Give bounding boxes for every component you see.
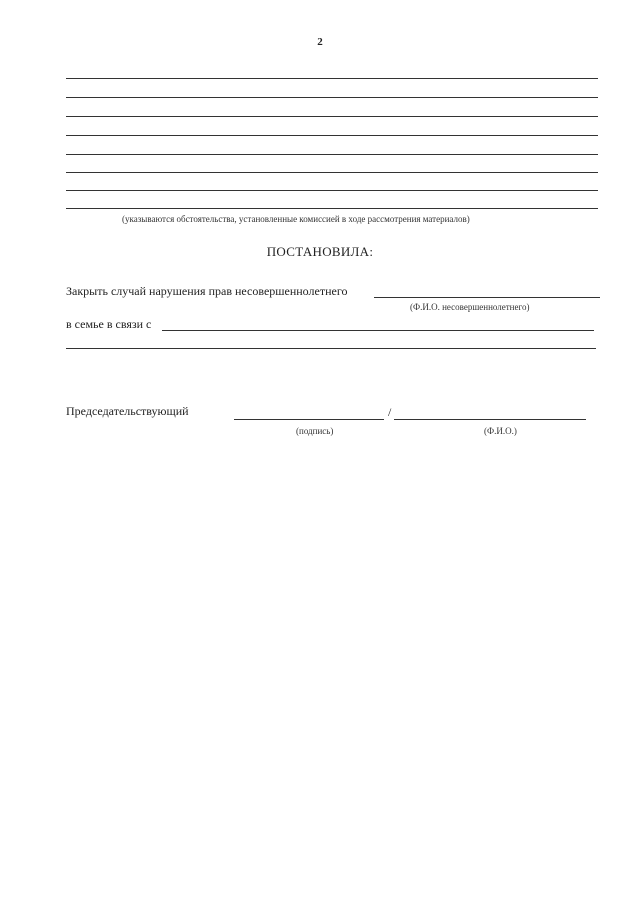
name-caption: (Ф.И.О.)	[484, 426, 517, 436]
circumstances-line	[66, 190, 598, 191]
chairman-label: Председательствующий	[66, 404, 189, 418]
family-reason-line	[162, 330, 594, 331]
chairman-name-line	[394, 419, 586, 420]
circumstances-line	[66, 154, 598, 155]
minor-name-line	[374, 297, 600, 298]
signature-caption: (подпись)	[296, 426, 334, 436]
family-text: в семье в связи с	[66, 317, 152, 331]
decision-heading: ПОСТАНОВИЛА:	[266, 244, 374, 259]
page-number: 2	[317, 36, 323, 48]
circumstances-line	[66, 135, 598, 136]
minor-name-caption: (Ф.И.О. несовершеннолетнего)	[410, 302, 530, 312]
circumstances-line	[66, 116, 598, 117]
circumstances-line	[66, 172, 598, 173]
circumstances-line	[66, 208, 598, 209]
circumstances-line	[66, 78, 598, 79]
signature-line	[234, 419, 384, 420]
signature-separator: /	[388, 405, 392, 419]
close-case-text: Закрыть случай нарушения прав несовершеннолетнего	[66, 284, 348, 298]
family-reason-line-2	[66, 348, 596, 349]
circumstances-caption: (указываются обстоятельства, установленные комиссией в ходе рассмотрения материалов)	[122, 214, 470, 224]
circumstances-line	[66, 97, 598, 98]
